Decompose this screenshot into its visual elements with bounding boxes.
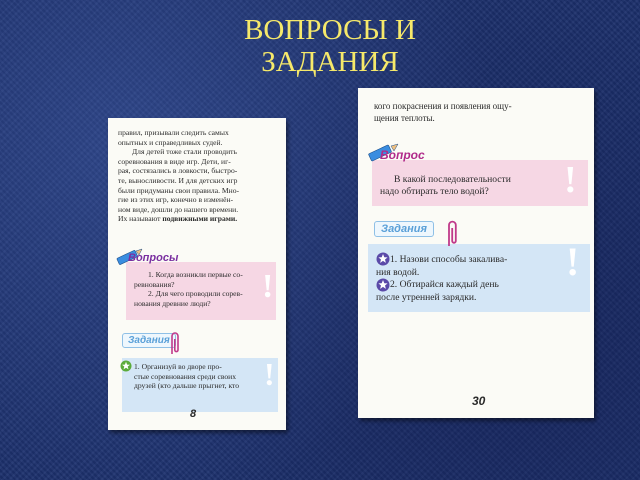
exclamation-icon: !: [564, 159, 577, 201]
task-line: друзей (кто дальше прыгнет, кто: [134, 381, 240, 391]
text-line: правил, призывали следить самых: [118, 128, 229, 137]
text-line: гие из этих игр, конечно в изменён-: [118, 195, 234, 205]
text-line-start: Их называют: [118, 214, 161, 224]
slide-title-line-1: ВОПРОСЫ И: [244, 14, 416, 46]
task-line: 2. Обтирайся каждый день: [390, 279, 499, 290]
emphasized-term: подвижными играми.: [162, 214, 238, 224]
question-text: [380, 174, 511, 198]
right-textbook-page: [358, 88, 594, 418]
page-number: 30: [472, 394, 486, 408]
task-line: 1. Назови способы закалива-: [390, 254, 508, 265]
tasks-label: Задания: [122, 333, 176, 348]
exclamation-icon: !: [262, 268, 274, 305]
questions-label: Вопросы: [128, 252, 179, 264]
task-line: 1. Организуй во дворе про-: [134, 362, 222, 371]
text-line: рая, состязались в ловкости, быстро-: [118, 166, 238, 176]
text-line: ном виде, дошли до нашего времени.: [118, 204, 239, 214]
question-line: надо обтирать тело водой?: [380, 186, 489, 197]
tasks-text: [134, 362, 239, 391]
exclamation-icon: !: [264, 356, 275, 392]
question-line: ревнования?: [134, 279, 175, 289]
text-line: были придуманы свои правила. Мно-: [118, 185, 240, 195]
left-page-body-text: [118, 128, 239, 224]
task-line: после утренней зарядки.: [376, 291, 477, 303]
question-line: В какой последовательности: [394, 174, 511, 185]
slide-title-line-2: ЗАДАНИЯ: [261, 46, 399, 78]
question-line: 1. Когда возникли первые со-: [148, 270, 243, 279]
text-line: опытных и справедливых судей.: [118, 137, 223, 147]
questions-text: [134, 270, 243, 308]
question-line: нования древние люди?: [134, 298, 211, 308]
text-line: кого покраснения и появления ощу-: [374, 101, 512, 111]
task-line: стые соревнования среди своих: [134, 371, 237, 381]
paperclip-icon: [444, 218, 460, 248]
text-line: [118, 214, 239, 224]
exclamation-icon: !: [566, 239, 580, 284]
question-label: Вопрос: [380, 148, 425, 162]
left-textbook-page: [108, 118, 286, 430]
text-line: соревнования в виде игр. Дети, иг-: [118, 156, 231, 166]
text-line: те, выносливости. И для детских игр: [118, 175, 238, 185]
text-line: щения теплоты.: [374, 113, 435, 123]
page-number: 8: [190, 408, 197, 420]
tasks-text: [376, 254, 507, 304]
task-line: ния водой.: [376, 266, 420, 278]
text-line: Для детей тоже стали проводить: [132, 147, 237, 157]
right-page-body-text: [374, 100, 512, 124]
question-line: 2. Для чего проводили сорев-: [148, 289, 243, 299]
star-badge-icon: [120, 360, 132, 372]
tasks-label: Задания: [374, 221, 434, 237]
paperclip-icon: [168, 330, 182, 356]
slide-title: [180, 14, 480, 78]
